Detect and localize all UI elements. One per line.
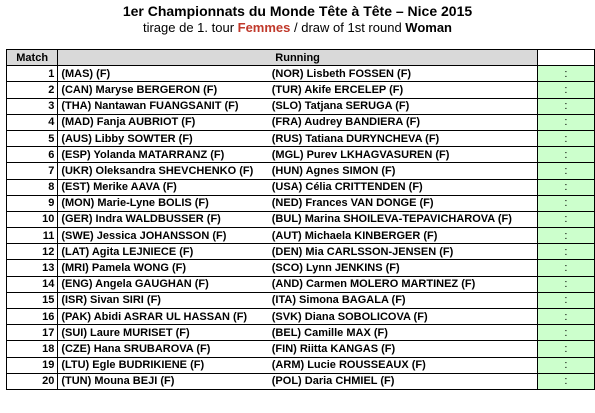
- table-row: [7, 292, 595, 308]
- match-number: 10: [7, 211, 58, 227]
- table-row: [7, 309, 595, 325]
- table-row: [7, 66, 595, 82]
- player-two: (AUT) Michaela KINBERGER (F): [269, 228, 538, 244]
- player-two: (NOR) Lisbeth FOSSEN (F): [269, 66, 538, 82]
- player-two: (FRA) Audrey BANDIERA (F): [269, 114, 538, 130]
- player-one: (SUI) Laure MURISET (F): [58, 325, 269, 341]
- subtitle-prefix: tirage de 1. tour: [142, 20, 238, 35]
- table-row: [7, 98, 595, 114]
- table-row: [7, 260, 595, 276]
- player-one: (MAD) Fanja AUBRIOT (F): [58, 114, 269, 130]
- table-row: [7, 114, 595, 130]
- match-number: 7: [7, 163, 58, 179]
- player-two: (SCO) Lynn JENKINS (F): [269, 260, 538, 276]
- result-cell[interactable]: :: [537, 82, 594, 98]
- result-cell[interactable]: :: [537, 130, 594, 146]
- player-one: (THA) Nantawan FUANGSANIT (F): [58, 98, 269, 114]
- player-one: (TUN) Mouna BEJI (F): [58, 373, 269, 389]
- match-number: 15: [7, 292, 58, 308]
- player-two: (USA) Célia CRITTENDEN (F): [269, 179, 538, 195]
- result-cell[interactable]: :: [537, 98, 594, 114]
- column-header-running: Running: [58, 50, 538, 66]
- result-cell[interactable]: :: [537, 341, 594, 357]
- match-number: 5: [7, 130, 58, 146]
- result-cell[interactable]: :: [537, 163, 594, 179]
- player-one: (SWE) Jessica JOHANSSON (F): [58, 228, 269, 244]
- table-row: [7, 357, 595, 373]
- result-cell[interactable]: :: [537, 228, 594, 244]
- match-number: 13: [7, 260, 58, 276]
- result-cell[interactable]: :: [537, 179, 594, 195]
- subtitle-femmes: Femmes: [237, 20, 291, 35]
- player-one: (CAN) Maryse BERGERON (F): [58, 82, 269, 98]
- table-body: [7, 66, 595, 390]
- match-number: 17: [7, 325, 58, 341]
- match-number: 18: [7, 341, 58, 357]
- match-number: 14: [7, 276, 58, 292]
- player-one: (ESP) Yolanda MATARRANZ (F): [58, 147, 269, 163]
- result-cell[interactable]: :: [537, 325, 594, 341]
- table-row: [7, 130, 595, 146]
- match-number: 16: [7, 309, 58, 325]
- subtitle-middle: / draw of 1st round: [290, 20, 406, 35]
- page-subtitle: [0, 20, 595, 36]
- player-one: (UKR) Oleksandra SHEVCHENKO (F): [58, 163, 269, 179]
- result-cell[interactable]: :: [537, 276, 594, 292]
- player-one: (MON) Marie-Lyne BOLIS (F): [58, 195, 269, 211]
- result-cell[interactable]: :: [537, 244, 594, 260]
- match-number: 8: [7, 179, 58, 195]
- player-two: (SVK) Diana SOBOLICOVA (F): [269, 309, 538, 325]
- table-header-row: [7, 50, 595, 66]
- player-two: (ITA) Simona BAGALA (F): [269, 292, 538, 308]
- player-one: (ENG) Angela GAUGHAN (F): [58, 276, 269, 292]
- table-row: [7, 373, 595, 389]
- column-header-result: [537, 50, 594, 66]
- player-one: (PAK) Abidi ASRAR UL HASSAN (F): [58, 309, 269, 325]
- result-cell[interactable]: :: [537, 147, 594, 163]
- player-one: (LAT) Agita LEJNIECE (F): [58, 244, 269, 260]
- player-two: (BUL) Marina SHOILEVA-TEPAVICHAROVA (F): [269, 211, 538, 227]
- match-number: 20: [7, 373, 58, 389]
- table-row: [7, 244, 595, 260]
- player-one: (GER) Indra WALDBUSSER (F): [58, 211, 269, 227]
- result-cell[interactable]: :: [537, 66, 594, 82]
- match-number: 4: [7, 114, 58, 130]
- result-cell[interactable]: :: [537, 292, 594, 308]
- page-title: 1er Championnats du Monde Tête à Tête – Nice 2015: [122, 3, 473, 19]
- player-two: (POL) Daria CHMIEL (F): [269, 373, 538, 389]
- player-two: (FIN) Riitta KANGAS (F): [269, 341, 538, 357]
- table-row: [7, 276, 595, 292]
- match-number: 2: [7, 82, 58, 98]
- result-cell[interactable]: :: [537, 114, 594, 130]
- result-cell[interactable]: :: [537, 357, 594, 373]
- result-cell[interactable]: :: [537, 373, 594, 389]
- match-number: 12: [7, 244, 58, 260]
- player-two: (MGL) Purev LKHAGVASUREN (F): [269, 147, 538, 163]
- table-row: [7, 341, 595, 357]
- result-cell[interactable]: :: [537, 195, 594, 211]
- player-two: (TUR) Akife ERCELEP (F): [269, 82, 538, 98]
- player-one: (ISR) Sivan SIRI (F): [58, 292, 269, 308]
- player-one: (EST) Merike AAVA (F): [58, 179, 269, 195]
- table-row: [7, 179, 595, 195]
- table-row: [7, 325, 595, 341]
- player-two: (NED) Frances VAN DONGE (F): [269, 195, 538, 211]
- match-number: 3: [7, 98, 58, 114]
- match-number: 6: [7, 147, 58, 163]
- subtitle-woman: Woman: [405, 20, 453, 35]
- table-row: [7, 163, 595, 179]
- match-number: 19: [7, 357, 58, 373]
- result-cell[interactable]: :: [537, 260, 594, 276]
- player-two: (SLO) Tatjana SERUGA (F): [269, 98, 538, 114]
- player-two: (HUN) Agnes SIMON (F): [269, 163, 538, 179]
- table-row: [7, 147, 595, 163]
- match-number: 9: [7, 195, 58, 211]
- table-row: [7, 195, 595, 211]
- column-header-match: Match: [7, 50, 58, 66]
- player-two: (BEL) Camille MAX (F): [269, 325, 538, 341]
- player-one: (MAS) (F): [58, 66, 269, 82]
- table-row: [7, 211, 595, 227]
- player-one: (MRI) Pamela WONG (F): [58, 260, 269, 276]
- result-cell[interactable]: :: [537, 211, 594, 227]
- player-two: (ARM) Lucie ROUSSEAUX (F): [269, 357, 538, 373]
- draw-table: [6, 49, 595, 390]
- player-one: (LTU) Egle BUDRIKIENE (F): [58, 357, 269, 373]
- player-two: (AND) Carmen MOLERO MARTINEZ (F): [269, 276, 538, 292]
- result-cell[interactable]: :: [537, 309, 594, 325]
- player-one: (AUS) Libby SOWTER (F): [58, 130, 269, 146]
- player-two: (DEN) Mia CARLSSON-JENSEN (F): [269, 244, 538, 260]
- match-number: 1: [7, 66, 58, 82]
- player-two: (RUS) Tatiana DURYNCHEVA (F): [269, 130, 538, 146]
- table-row: [7, 228, 595, 244]
- match-number: 11: [7, 228, 58, 244]
- table-row: [7, 82, 595, 98]
- player-one: (CZE) Hana SRUBAROVA (F): [58, 341, 269, 357]
